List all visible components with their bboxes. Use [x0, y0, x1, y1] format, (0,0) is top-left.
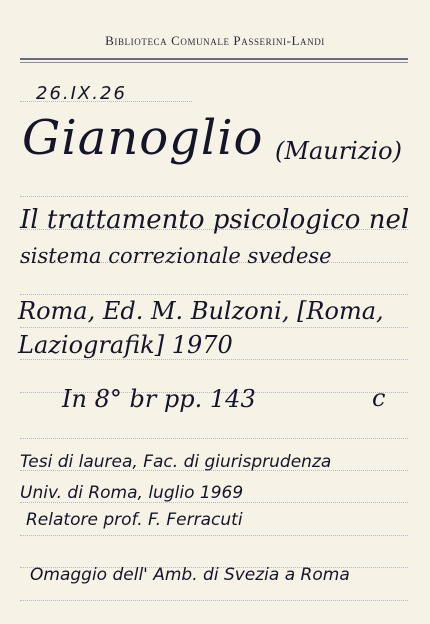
dotted-line	[20, 327, 408, 328]
author-forename: (Maurizio)	[275, 137, 402, 165]
accession-date: 26.IX.26	[36, 83, 127, 104]
author-surname: Gianoglio	[22, 110, 264, 166]
imprint-line-2: Laziografik] 1970	[18, 331, 233, 359]
collation: In 8° br pp. 143	[62, 385, 256, 413]
imprint-line-1: Roma, Ed. M. Bulzoni, [Roma,	[18, 297, 384, 325]
dotted-line	[20, 359, 408, 360]
header-rule-top	[20, 58, 408, 60]
title-line-2: sistema correzionale svedese	[20, 244, 332, 268]
dotted-line	[20, 438, 408, 439]
title-line-1: Il trattamento psicologico nel	[20, 205, 410, 235]
provenance-note: Omaggio dell' Amb. di Svezia a Roma	[30, 565, 350, 585]
header-rule-bottom	[20, 62, 408, 63]
note-line-2: Univ. di Roma, luglio 1969	[20, 483, 244, 503]
dotted-line	[20, 600, 408, 601]
dotted-line	[20, 535, 408, 536]
shelf-mark: c	[372, 384, 386, 412]
note-line-3: Relatore prof. F. Ferracuti	[26, 510, 243, 530]
library-header: Biblioteca Comunale Passerini-Landi	[105, 33, 325, 48]
dotted-line	[20, 196, 408, 197]
dotted-line	[20, 294, 408, 295]
note-line-1: Tesi di laurea, Fac. di giurisprudenza	[20, 452, 332, 472]
